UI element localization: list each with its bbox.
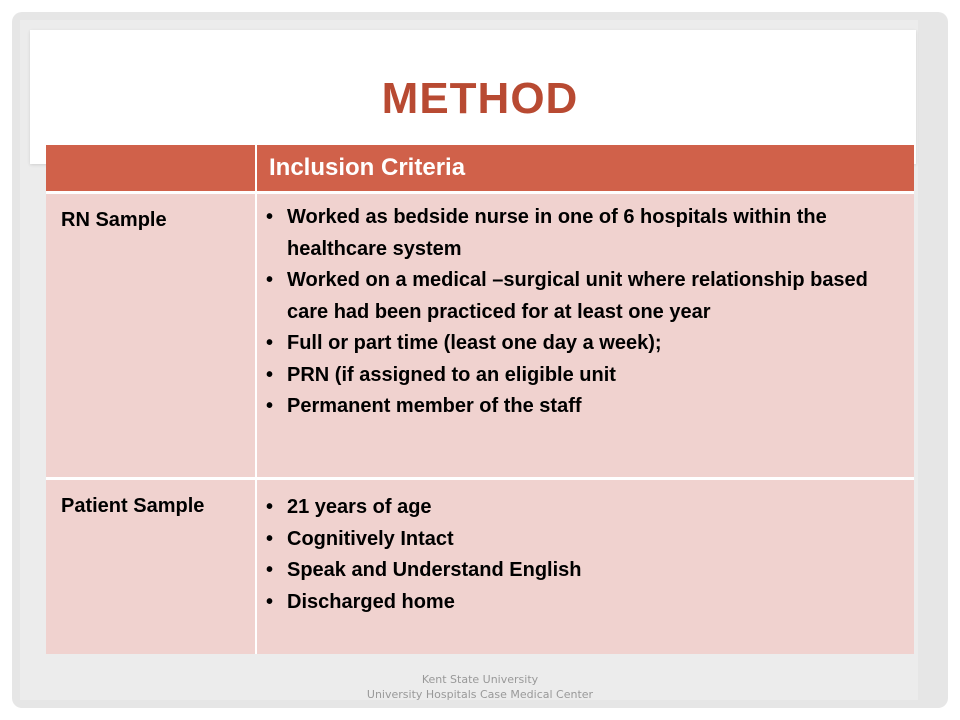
- inclusion-criteria-table: [46, 145, 914, 654]
- list-item: • Speak and Understand English: [258, 555, 913, 587]
- list-item: • Worked as bedside nurse in one of 6 hospitals within the healthcare system: [258, 202, 913, 265]
- list-item: • Worked on a medical –surgical unit where relationship based care had been practiced for at least one year: [258, 265, 913, 328]
- rn-criteria-cell: [256, 193, 914, 479]
- list-item: • Full or part time (least one day a week);: [258, 328, 913, 360]
- list-item: • Permanent member of the staff: [258, 391, 913, 423]
- footer-line-medical-center: University Hospitals Case Medical Center: [366, 688, 594, 701]
- header-inclusion-criteria: Inclusion Criteria: [256, 145, 914, 193]
- list-item: • PRN (if assigned to an eligible unit: [258, 360, 913, 392]
- table-row-rn-sample: [46, 193, 914, 479]
- header-empty-cell: [46, 145, 256, 193]
- table-header-row: [46, 145, 914, 193]
- table-row-patient-sample: [46, 479, 914, 655]
- list-item: • Cognitively Intact: [258, 524, 913, 556]
- patient-criteria-list: [258, 481, 913, 618]
- list-item: • Discharged home: [258, 587, 913, 619]
- row-label-rn-sample: RN Sample: [46, 193, 256, 479]
- rn-criteria-list: [258, 195, 913, 423]
- footer-line-university: Kent State University: [421, 673, 539, 686]
- patient-criteria-cell: [256, 479, 914, 655]
- slide-footer: [0, 672, 960, 702]
- row-label-patient-sample: Patient Sample: [46, 479, 256, 655]
- slide-title: METHOD: [381, 74, 579, 123]
- list-item: • 21 years of age: [258, 492, 913, 524]
